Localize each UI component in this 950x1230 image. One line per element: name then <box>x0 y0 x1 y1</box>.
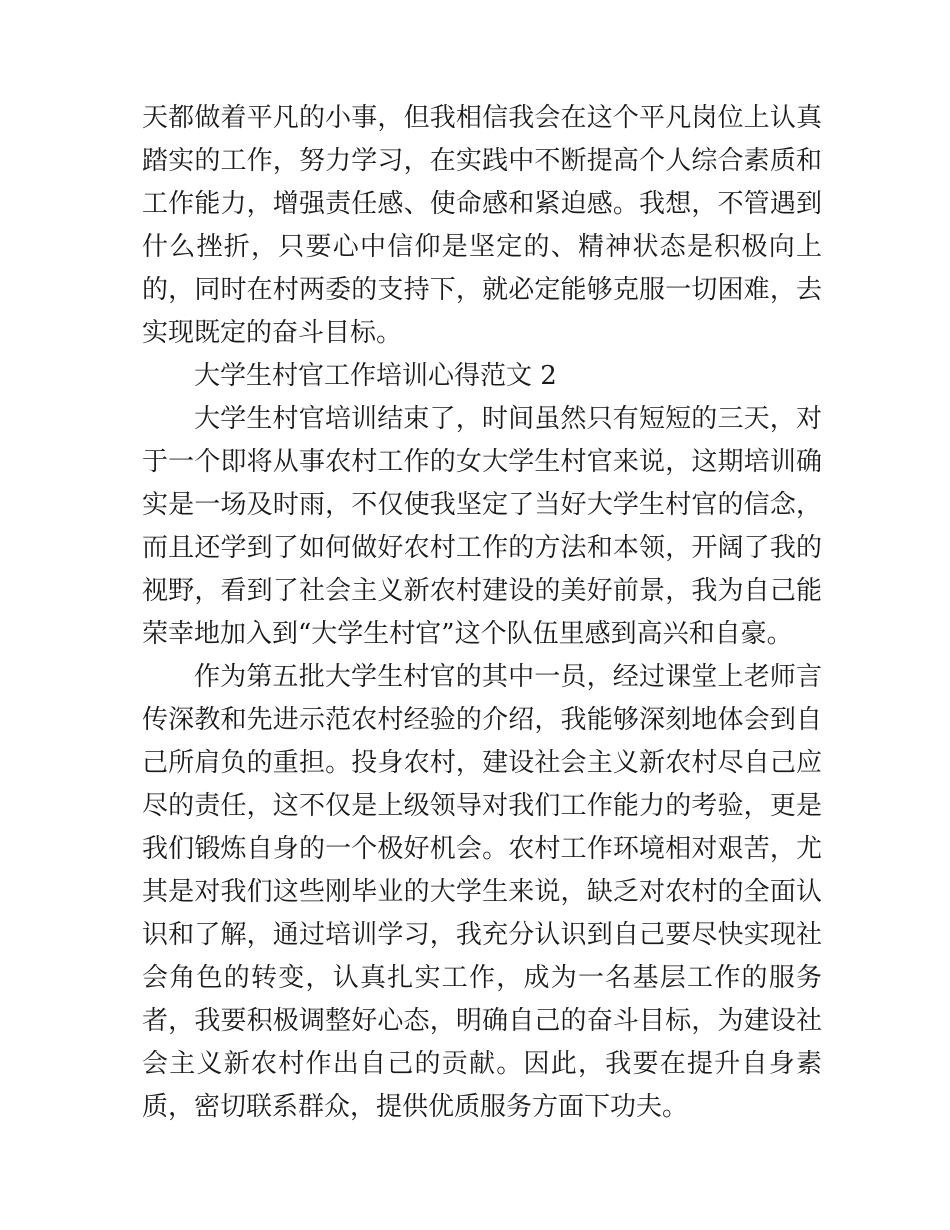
document-body <box>142 97 822 1129</box>
paragraph-training-summary: 大学生村官培训结束了，时间虽然只有短短的三天，对于一个即将从事农村工作的女大学生村官来说，这期培训确实是一场及时雨，不仅使我坚定了当好大学生村官的信念，而且还学到了如何做好农村工作的方法和本领，开阔了我的视野，看到了社会主义新农村建设的美好前景，我为自己能荣幸地加入到“大学生村官”这个队伍里感到高兴和自豪。 <box>142 404 822 649</box>
section-heading: 大学生村官工作培训心得范文 2 <box>194 361 557 391</box>
paragraph-continuation: 天都做着平凡的小事，但我相信我会在这个平凡岗位上认真踏实的工作，努力学习，在实践中不断提高个人综合素质和工作能力，增强责任感、使命感和紧迫感。我想，不管遇到什么挫折，只要心中信仰是坚定的、精神状态是积极向上的，同时在村两委的支持下，就必定能够克服一切困难，去实现既定的奋斗目标。 <box>142 103 822 348</box>
paragraph-responsibility: 作为第五批大学生村官的其中一员，经过课堂上老师言传深教和先进示范农村经验的介绍，我能够深刻地体会到自己所肩负的重担。投身农村，建设社会主义新农村尽自己应尽的责任，这不仅是上级领导对我们工作能力的考验，更是我们锻炼自身的一个极好机会。农村工作环境相对艰苦，尤其是对我们这些刚毕业的大学生来说，缺乏对农村的全面认识和了解，通过培训学习，我充分认识到自己要尽快实现社会角色的转变，认真扎实工作，成为一名基层工作的服务者，我要积极调整好心态，明确自己的奋斗目标，为建设社会主义新农村作出自己的贡献。因此，我要在提升自身素质，密切联系群众，提供优质服务方面下功夫。 <box>142 662 822 1122</box>
